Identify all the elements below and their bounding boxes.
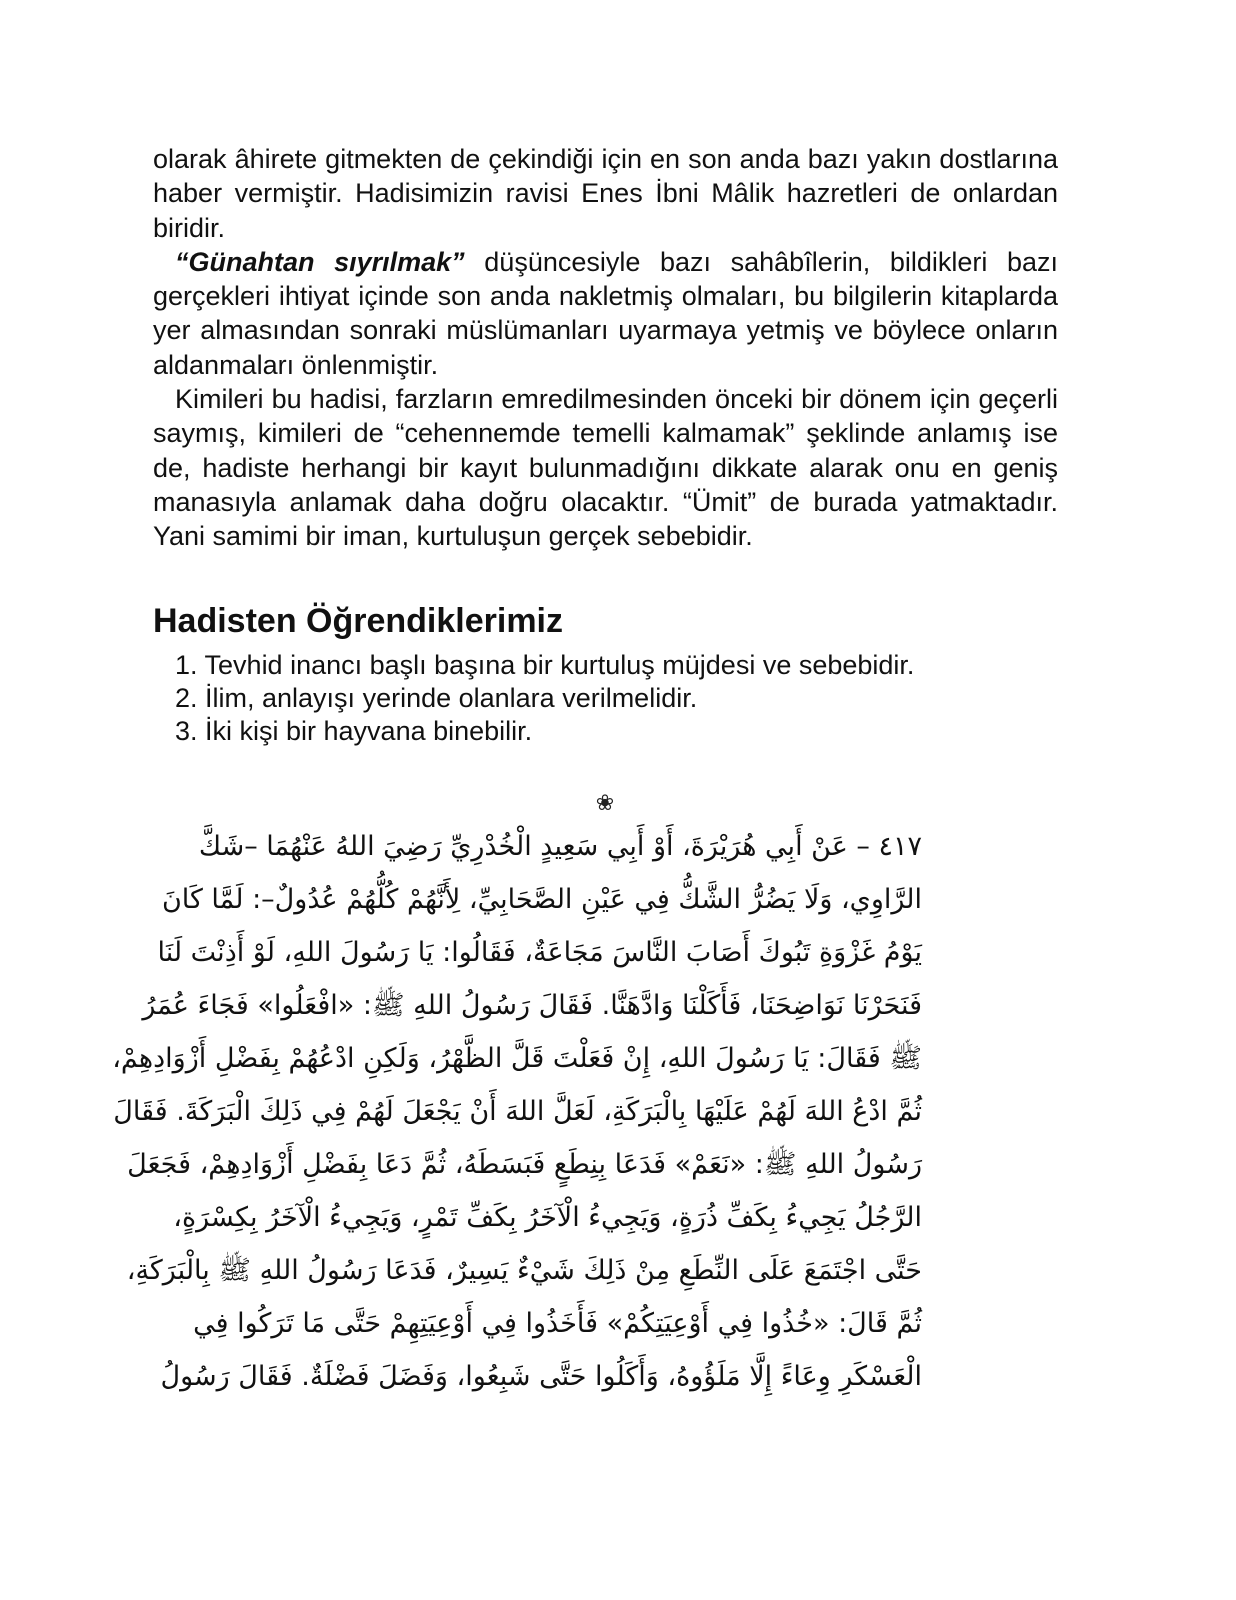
flower-ornament-icon: ❀ (595, 790, 615, 815)
paragraph-3: Kimileri bu hadisi, farzların emredilmesinden önceki bir dönem için geçerli saymış, kimileri de “cehennemde temelli kalmamak” şeklinde anlamış ise de, hadiste herhangi bir kayıt bulunmadığını dikkate alarak onu en geniş manasıyla anlamak daha doğru olacaktır. “Ümit” de burada yatmaktadır. Yani samimi bir iman, kurtuluşun gerçek sebebidir. (153, 384, 1058, 552)
list-item: 1. Tevhid inancı başlı başına bir kurtuluş müjdesi ve sebebidir. (175, 649, 915, 680)
arabic-line: الْعَسْكَرِ وِعَاءً إِلَّا مَلَؤُوهُ، وَأَكَلُوا حَتَّى شَبِعُوا، وَفَضَلَ فَضْلَةٌ. فَقَالَ رَسُولُ (160, 1361, 922, 1392)
arabic-line: ﷺ فَقَالَ: يَا رَسُولَ اللهِ، إِنْ فَعَلْتَ قَلَّ الظَّهْرُ، وَلَكِنِ ادْعُهُمْ بِفَضْلِ أَزْوَادِهِمْ، (112, 1043, 922, 1074)
arabic-line: ثُمَّ قَالَ: «خُذُوا فِي أَوْعِيَتِكُمْ» فَأَخَذُوا فِي أَوْعِيَتِهِمْ حَتَّى مَا تَرَكُوا فِي (193, 1308, 922, 1339)
arabic-line: ٤١٧ – عَنْ أَبِي هُرَيْرَةَ، أَوْ أَبِي سَعِيدٍ الْخُدْرِيِّ رَضِيَ اللهُ عَنْهُمَا –شَكَّ (198, 831, 922, 862)
arabic-line: يَوْمُ غَزْوَةِ تَبُوكَ أَصَابَ النَّاسَ مَجَاعَةٌ، فَقَالُوا: يَا رَسُولَ اللهِ، لَوْ أَذِنْتَ لَنَا (157, 937, 922, 968)
list-item: 2. İlim, anlayışı yerinde olanlara verilmelidir. (175, 682, 698, 713)
arabic-line: ثُمَّ ادْعُ اللهَ لَهُمْ عَلَيْهَا بِالْبَرَكَةِ، لَعَلَّ اللهَ أَنْ يَجْعَلَ لَهُمْ فِي ذَلِكَ الْبَرَكَةَ. فَقَالَ (113, 1096, 922, 1127)
paragraph-2-text: düşüncesiyle bazı sahâbîlerin, bildikleri bazı gerçekleri ihtiyat içinde son anda nakletmiş olmaları, bu bilgilerin kitaplarda yer almasından sonraki müslümanları uyarmaya yetmiş ve böylece onların aldanmaları önlenmiştir. (153, 246, 1058, 380)
arabic-hadith-text (112, 820, 922, 1403)
paragraph-2-emphasis: “Günahtan sıyrılmak” (175, 246, 465, 277)
arabic-line: فَنَحَرْنَا نَوَاضِحَنَا، فَأَكَلْنَا وَادَّهَنَّا. فَقَالَ رَسُولُ اللهِ ﷺ: «افْعَلُوا» فَجَاءَ عُمَرُ (142, 990, 922, 1021)
paragraph-2 (153, 245, 1058, 382)
section-heading: Hadisten Öğrendiklerimiz (153, 601, 563, 640)
lessons-list (153, 649, 1058, 748)
arabic-line: الرَّاوِي، وَلَا يَضُرُّ الشَّكُّ فِي عَيْنِ الصَّحَابِيِّ، لِأَنَّهُمْ كُلُّهُمْ عُدُولٌ–: لَمَّا كَانَ (161, 884, 922, 915)
arabic-line: رَسُولُ اللهِ ﷺ: «نَعَمْ» فَدَعَا بِنِطَعٍ فَبَسَطَهُ، ثُمَّ دَعَا بِفَضْلِ أَزْوَادِهِمْ، فَجَعَلَ (127, 1149, 922, 1180)
arabic-line: حَتَّى اجْتَمَعَ عَلَى النِّطَعِ مِنْ ذَلِكَ شَيْءٌ يَسِيرٌ، فَدَعَا رَسُولُ اللهِ ﷺ بِالْبَرَكَةِ، (126, 1255, 922, 1286)
paragraph-1: olarak âhirete gitmekten de çekindiği için en son anda bazı yakın dostlarına haber vermiştir. Hadisimizin ravisi Enes İbni Mâlik hazretleri de onlardan biridir. (153, 144, 1058, 243)
page-content (153, 142, 1058, 748)
list-item: 3. İki kişi bir hayvana binebilir. (175, 715, 533, 746)
arabic-line: الرَّجُلُ يَجِيءُ بِكَفِّ ذُرَةٍ، وَيَجِيءُ الْآخَرُ بِكَفِّ تَمْرٍ، وَيَجِيءُ الْآخَرُ بِكِسْرَةٍ، (173, 1202, 922, 1233)
